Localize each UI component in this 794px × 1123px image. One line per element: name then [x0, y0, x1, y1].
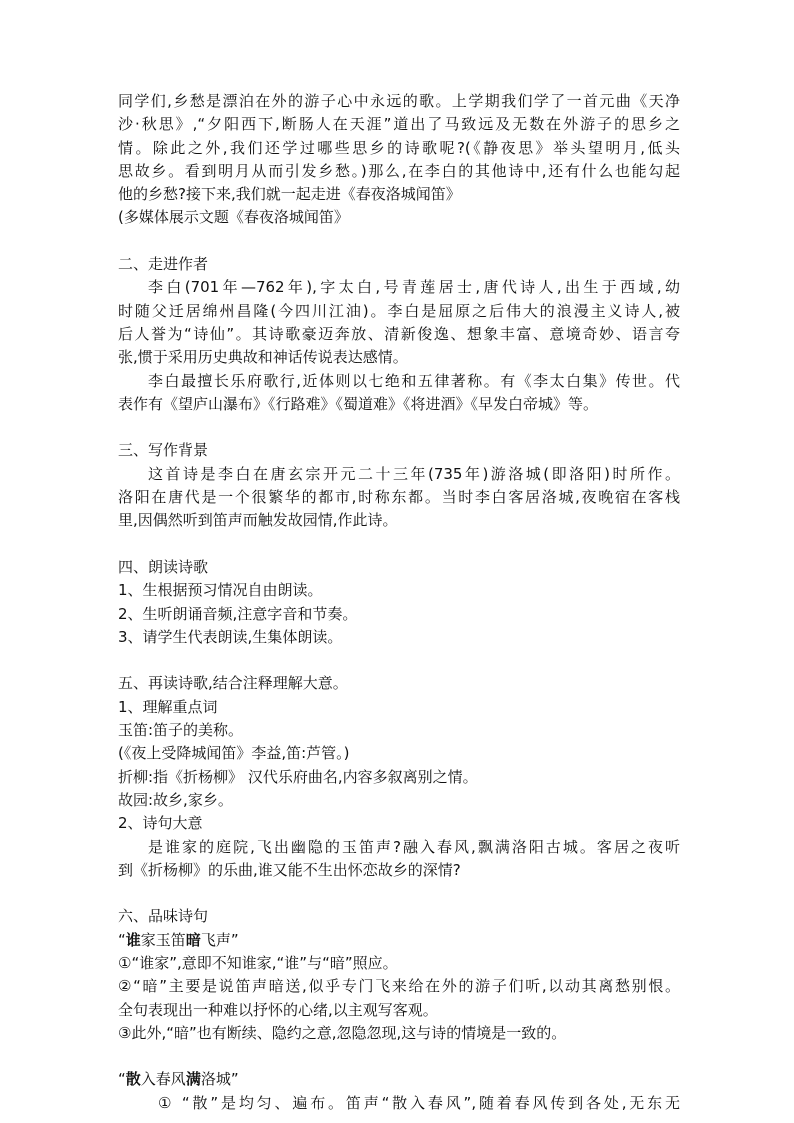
- analysis-line: ①“谁家”,意即不知谁家,“谁”与“暗”照应。: [118, 953, 398, 972]
- list-item: 1、生根据预习情况自由朗读。: [118, 581, 323, 600]
- emphasized-char: 散: [125, 1070, 141, 1089]
- section-title: 五、再读诗歌,结合注释理解大意。: [118, 674, 348, 693]
- author-line: 李白(701年—762年),字太白,号青莲居士,唐代诗人,出生于西域,幼: [148, 278, 680, 297]
- poem-quote: [118, 1068, 680, 1091]
- intro-line: 情。除此之外,我们还学过哪些思乡的诗歌呢?(《静夜思》举头望明月,低头: [118, 138, 680, 157]
- word-definition: 折柳:指《折杨柳》 汉代乐府曲名,内容多叙离别之情。: [118, 767, 478, 786]
- section-title: 四、朗读诗歌: [118, 557, 209, 576]
- section-title: 三、写作背景: [118, 441, 209, 460]
- author-line: 李白最擅长乐府歌行,近体则以七绝和五律著称。有《李太白集》传世。代: [148, 371, 680, 390]
- intro-line: 同学们,乡愁是漂泊在外的游子心中永远的歌。上学期我们学了一首元曲《天净: [118, 92, 680, 110]
- meaning-line: 是谁家的庭院,飞出幽隐的玉笛声?融入春风,飘满洛阳古城。客居之夜听: [148, 837, 680, 856]
- intro-line: 沙·秋思》,“夕阳西下,断肠人在天涯”道出了马致远及无数在外游子的思乡之: [118, 115, 680, 134]
- quote-mark: “: [118, 930, 126, 949]
- section-title: 二、走进作者: [118, 255, 209, 274]
- blank-line: [118, 416, 680, 439]
- intro-line: 他的乡愁?接下来,我们就一起走进《春夜洛城闻笛》: [118, 185, 461, 204]
- meaning-line: 到《折杨柳》的乐曲,谁又能不生出怀恋故乡的深情?: [118, 860, 461, 879]
- quote-text: 洛城”: [200, 1070, 239, 1089]
- intro-line: 思故乡。看到明月从而引发乡愁。)那么,在李白的其他诗中,还有什么也能勾起: [118, 161, 680, 180]
- author-line: 张,惯于采用历史典故和神话传说表达感情。: [118, 348, 408, 367]
- blank-line: [118, 1045, 680, 1068]
- subsection-title: 2、诗句大意: [118, 814, 203, 833]
- blank-line: [118, 533, 680, 556]
- emphasized-char: 暗: [185, 930, 201, 949]
- word-definition: 玉笛:笛子的美称。: [118, 721, 244, 740]
- author-line: 后人誉为“诗仙”。其诗歌豪迈奔放、清新俊逸、想象丰富、意境奇妙、语言夸: [118, 324, 680, 343]
- blank-line: [118, 230, 680, 253]
- list-item: 2、生听朗诵音频,注意字音和节奏。: [118, 604, 358, 623]
- poem-quote: [118, 929, 680, 952]
- quote-mark: “: [118, 1070, 126, 1089]
- document-page: [118, 90, 680, 1115]
- analysis-line: 全句表现出一种难以抒怀的心绪,以主观写客观。: [118, 1000, 438, 1019]
- quote-text: 入春风: [140, 1070, 186, 1089]
- author-line: 时随父迁居绵州昌隆(今四川江油)。李白是屈原之后伟大的浪漫主义诗人,被: [118, 301, 680, 320]
- subsection-title: 1、理解重点词: [118, 697, 218, 716]
- list-item: 3、请学生代表朗读,生集体朗读。: [118, 627, 343, 646]
- blank-line: [118, 882, 680, 905]
- quote-text: 家玉笛: [140, 930, 186, 949]
- blank-line: [118, 649, 680, 672]
- emphasized-char: 谁: [125, 930, 141, 949]
- analysis-line: ① “散”是均匀、遍布。笛声“散入春风”,随着春风传到各处,无东无: [158, 1093, 680, 1112]
- background-line: 这首诗是李白在唐玄宗开元二十三年(735年)游洛城(即洛阳)时所作。: [148, 464, 680, 483]
- background-line: 里,因偶然听到笛声而触发故园情,作此诗。: [118, 511, 398, 530]
- media-note: (多媒体展示文题《春夜洛城闻笛》: [118, 208, 349, 227]
- background-line: 洛阳在唐代是一个很繁华的都市,时称东都。当时李白客居洛城,夜晚宿在客栈: [118, 488, 680, 507]
- author-line: 表作有《望庐山瀑布》《行路难》《蜀道难》《将进酒》《早发白帝城》等。: [118, 394, 599, 413]
- section-title: 六、品味诗句: [118, 907, 209, 926]
- word-definition: (《夜上受降城闻笛》李益,笛:芦管。): [118, 744, 350, 763]
- word-definition: 故园:故乡,家乡。: [118, 790, 233, 809]
- analysis-line: ③此外,“暗”也有断续、隐约之意,忽隐忽现,这与诗的情境是一致的。: [118, 1023, 567, 1042]
- emphasized-char: 满: [185, 1070, 201, 1089]
- quote-text: 飞声”: [200, 930, 239, 949]
- analysis-line: ②“暗”主要是说笛声暗送,似乎专门飞来给在外的游子们听,以动其离愁别恨。: [118, 977, 680, 996]
